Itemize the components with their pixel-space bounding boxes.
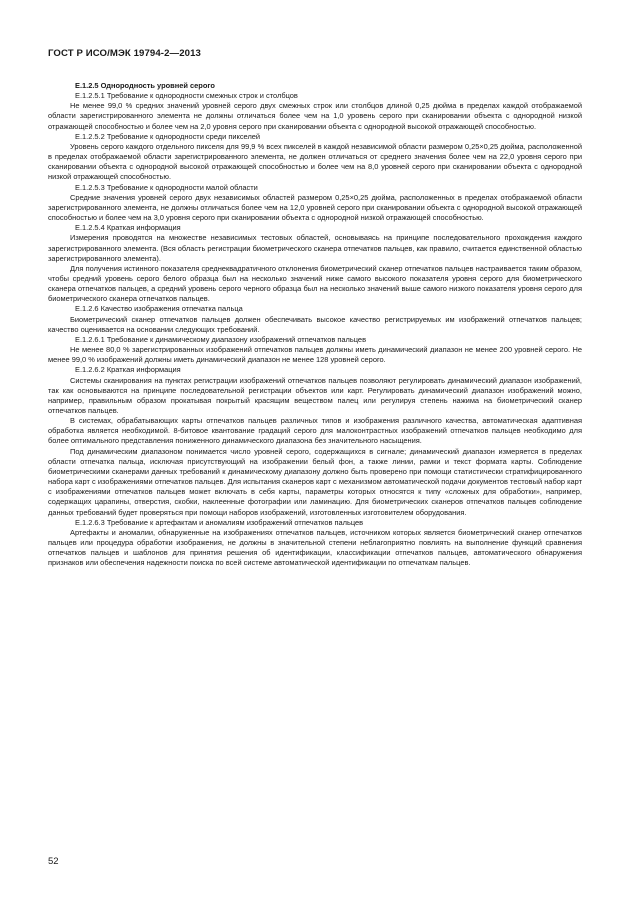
section-heading: Е.1.2.6.1 Требование к динамическому диапазону изображений отпечатков пальцев (75, 334, 367, 344)
section-heading: Е.1.2.5.2 Требование к однородности среди пикселей (75, 131, 261, 141)
body-paragraph: Средние значения уровней серого двух независимых областей размером 0,25×0,25 дюйма, расположенных в пределах отображаемой области зарегистрированного элемента, не должны отличаться более чем на 12,0 уровней серого при сканировании объекта с однородной высокой отражающей способностью и более чем на 3,0 уровня серого при сканировании объекта с однородной низкой отражающей способностью. (48, 192, 582, 223)
body-paragraph: Биометрический сканер отпечатков пальцев должен обеспечивать высокое качество регистрируемых им изображений отпечатков пальцев; качество оценивается на основании следующих требований. (48, 314, 582, 334)
body-paragraph: Не менее 99,0 % средних значений уровней серого двух смежных строк или столбцов длиной 0,25 дюйма в пределах каждой отображаемой области зарегистрированного элемента не должны отличаться более чем на 1,0 уровень серого при сканировании объекта с однородной низкой отражающей способностью и более чем на 2,0 уровня серого при сканировании объекта с однородной высокой отражающей способностью. (48, 101, 582, 131)
section-heading: Е.1.2.6.2 Краткая информация (75, 365, 181, 375)
body-paragraph: Артефакты и аномалии, обнаруженные на изображениях отпечатков пальцев, источником которых является биометрический сканер отпечатков пальцев или процедура обработки изображения, не должны в значительной степени неблагоприятно повлиять на выполнение функций сравнения отпечатков пальцев и шаблонов для принятия решения об идентификации, классификации отпечатков пальцев, автоматического обнаружения признаков или обеспечения надежности поиска по всей системе автоматической идентификации по отпечаткам пальцев. (48, 527, 582, 568)
section-heading: Е.1.2.5 Однородность уровней серого (75, 81, 215, 90)
body-paragraph: Под динамическим диапазоном понимается число уровней серого, содержащихся в сигнале; динамический диапазон измеряется в пределах области отпечатка пальца, исключая присутствующий на изображении белый фон, а также линии, рамки и текст формата карты. Соблюдение биометрическими сканерами данных требований к динамическому диапазону должно быть проверено при помощи статистически стратифицированного набора карт с изображениями отпечатков пальцев. Для испытания сканеров карт с механизмом автоматической подачи документов тестовый набор карт с изображениями отпечатков пальцев может включать в себя карты, параметры которых относятся к типу «сложных для обработки», например, содержащих царапины, отверстия, скобки, наклеенные фотографии или ламинацию. Для биометрических сканеров отпечатков пальцев соблюдение данных требований будет проверяться при помощи наборов изображений, изготовленных изготовителем оборудования. (48, 446, 582, 517)
document-body (48, 81, 582, 569)
page-number: 52 (48, 856, 59, 867)
body-paragraph: Для получения истинного показателя среднеквадратичного отклонения биометрический сканер отпечатков пальцев настраивается таким образом, чтобы средний уровень серого белого образца был на несколько значений ниже самого высокого показателя уровня серого для биометрического сканера отпечатков пальцев, а средний уровень серого черного образца был на несколько значений выше самого низкого показателя уровня серого для биометрического сканера отпечатков пальцев. (48, 263, 582, 304)
body-paragraph: Не менее 80,0 % зарегистрированных изображений отпечатков пальцев должны иметь динамический диапазон не менее 200 уровней серого. Не менее 99,0 % изображений должны иметь динамический диапазон не менее 128 уровней серого. (48, 345, 582, 365)
body-paragraph: Измерения проводятся на множестве независимых тестовых областей, основываясь на принципе последовательного прохождения каждого зарегистрированного элемента. (Вся область регистрации биометрического сканера отпечатков пальцев, как правило, считается единственной областью зарегистрированного элемента). (48, 233, 582, 263)
body-paragraph: В системах, обрабатывающих карты отпечатков пальцев различных типов и изображения различного качества, автоматическая адаптивная обработка является необходимой. 8-битовое квантование градаций серого для малоконтрастных изображений отпечатков пальцев необходимо для более оптимального представления пониженного динамического диапазона без значительного насыщения. (48, 416, 582, 446)
page-header: ГОСТ Р ИСО/МЭК 19794-2—2013 (48, 48, 201, 59)
section-heading: Е.1.2.5.4 Краткая информация (75, 223, 181, 233)
section-heading: Е.1.2.6 Качество изображения отпечатка пальца (75, 304, 243, 314)
section-heading: Е.1.2.6.3 Требование к артефактам и аномалиям изображений отпечатков пальцев (75, 517, 364, 527)
body-paragraph: Уровень серого каждого отдельного пикселя для 99,9 % всех пикселей в каждой независимой области размером 0,25×0,25 дюйма, расположенной в пределах отображаемой области зарегистрированного элемента, не должен отличаться от среднего значения более чем на 22,0 уровня серого при сканировании объекта с однородной высокой отражающей способностью и более чем на 8,0 уровней серого при сканировании объекта с однородной низкой отражающей способностью. (48, 141, 582, 182)
body-paragraph: Системы сканирования на пунктах регистрации изображений отпечатков пальцев позволяют регулировать динамический диапазон изображений, так как основываются на принципе последовательной регистрации объектов или карт. Регулировать динамический диапазон изображений можно, например, правильным образом прокатывая покрытый красящим веществом палец или регулируя степень нажима на биометрический сканер отпечатков пальцев. (48, 375, 582, 415)
section-heading: Е.1.2.5.3 Требование к однородности малой области (75, 182, 258, 192)
section-heading: Е.1.2.5.1 Требование к однородности смежных строк и столбцов (75, 91, 298, 101)
